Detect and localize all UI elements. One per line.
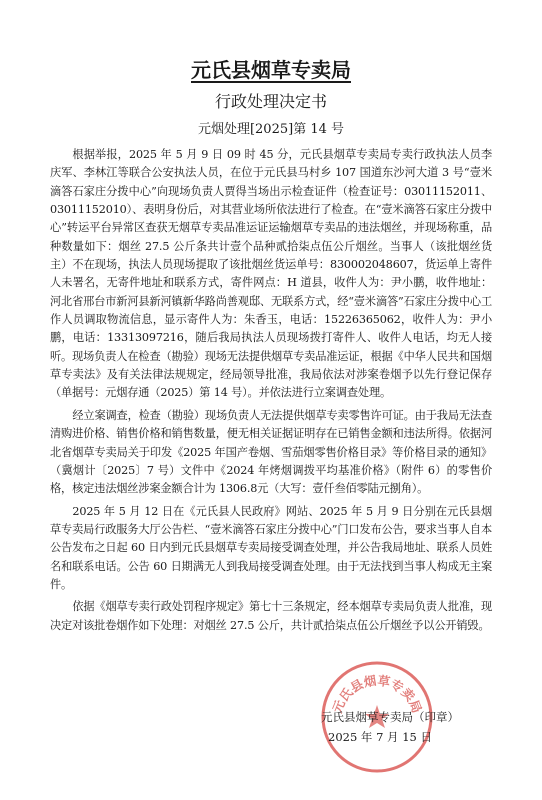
issue-date: 2025 年 7 月 15 日	[328, 730, 432, 744]
document-body	[50, 146, 492, 639]
paragraph-4: 依据《烟草专卖行政处罚程序规定》第七十三条规定，经本烟草专卖局负责人批准，现决定对该批卷烟作如下处理：对烟丝 27.5 公斤，共计贰拾柒点伍公斤烟丝予以公开销毁。	[50, 600, 492, 632]
document-subtitle: 行政处理决定书	[214, 92, 327, 111]
paragraph-1: 根据举报，2025 年 5 月 9 日 09 时 45 分，元氏县烟草专卖局专卖行政执法人员李庆军、李林江等联合公安执法人员，在位于元氏县马村乡 107 国道东沙河大道 3 号“壹米滴答石家庄分拨中心”向现场负责人贾得当场出示检查证件（检查证号：03011152011、03011152010）、表明身份后，对其营业场所依法进行了检查。在“壹米滴答石家庄分拨中心”转运平台异常区查获无烟草专卖品准运证运输烟草专卖品的违法烟丝，并现场称重，品种数量如下：烟丝 27.5 公斤条共计壹个品种贰拾柒点伍公斤烟丝。当事人（该批烟丝货主）不在现场，执法人员现场提取了该批烟丝货运单号：830002048607，货运单上寄件人未署名，无寄件地址和联系方式，寄件网点：H 道县，收件人为：尹小鹏，收件地址：河北省邢台市新河县新河镇新华路尚善观邸、无联系方式，经“壹米滴答”石家庄分拨中心工作人员调取物流信息，显示寄件人为：朱香玉，电话：15226365062，收件人为：尹小鹏，电话：13313097216，随后我局执法人员现场拨打寄件人、收件人电话，均无人接听。现场负责人在检查（勘验）现场无法提供烟草专卖品准运证，根据《中华人民共和国烟草专卖法》及有关法律法规规定，经局领导批准，我局依法对涉案卷烟予以先行登记保存（单据号：元烟存通（2025）第 14 号）。并依法进行立案调查处理。	[50, 148, 492, 400]
paragraph-2: 经立案调查，检查（勘验）现场负责人无法提供烟草专卖零售许可证。由于我局无法查清购进价格、销售价格和销售数量，便无相关证据证明存在已销售金额和违法所得。依据河北省烟草专卖局关于印发《2025 年国产卷烟、雪茄烟零售价格目录》等价格目录的通知》（冀烟计〔2025〕7 号）文件中《2024 年烤烟调拨平均基准价格》（附件 6）的零售价格，核定违法烟丝涉案金额合计为 1306.8元（大写：壹仟叁佰零陆元捌角）。	[50, 408, 492, 496]
document-number: 元烟处理[2025]第 14 号	[197, 122, 345, 137]
paragraph-3: 2025 年 5 月 12 日在《元氏县人民政府》网站、2025 年 5 月 9 日分别在元氏县烟草专卖局行政服务大厅公告栏、“壹米滴答石家庄分拨中心”门口发布公告，要求当事人自本公告发布之日起 60 日内到元氏县烟草专卖局接受调查处理，并公告我局地址、联系人员姓名和联系电话。公告 60 日期满无人到我局接受调查处理。由于无法找到当事人构成无主案件。	[50, 504, 492, 591]
document-title: 元氏县烟草专卖局	[191, 58, 351, 82]
seal-text: 元氏县烟草专卖局	[329, 672, 425, 716]
issuer-signature: 元氏县烟草专卖局（印章）	[321, 710, 459, 724]
